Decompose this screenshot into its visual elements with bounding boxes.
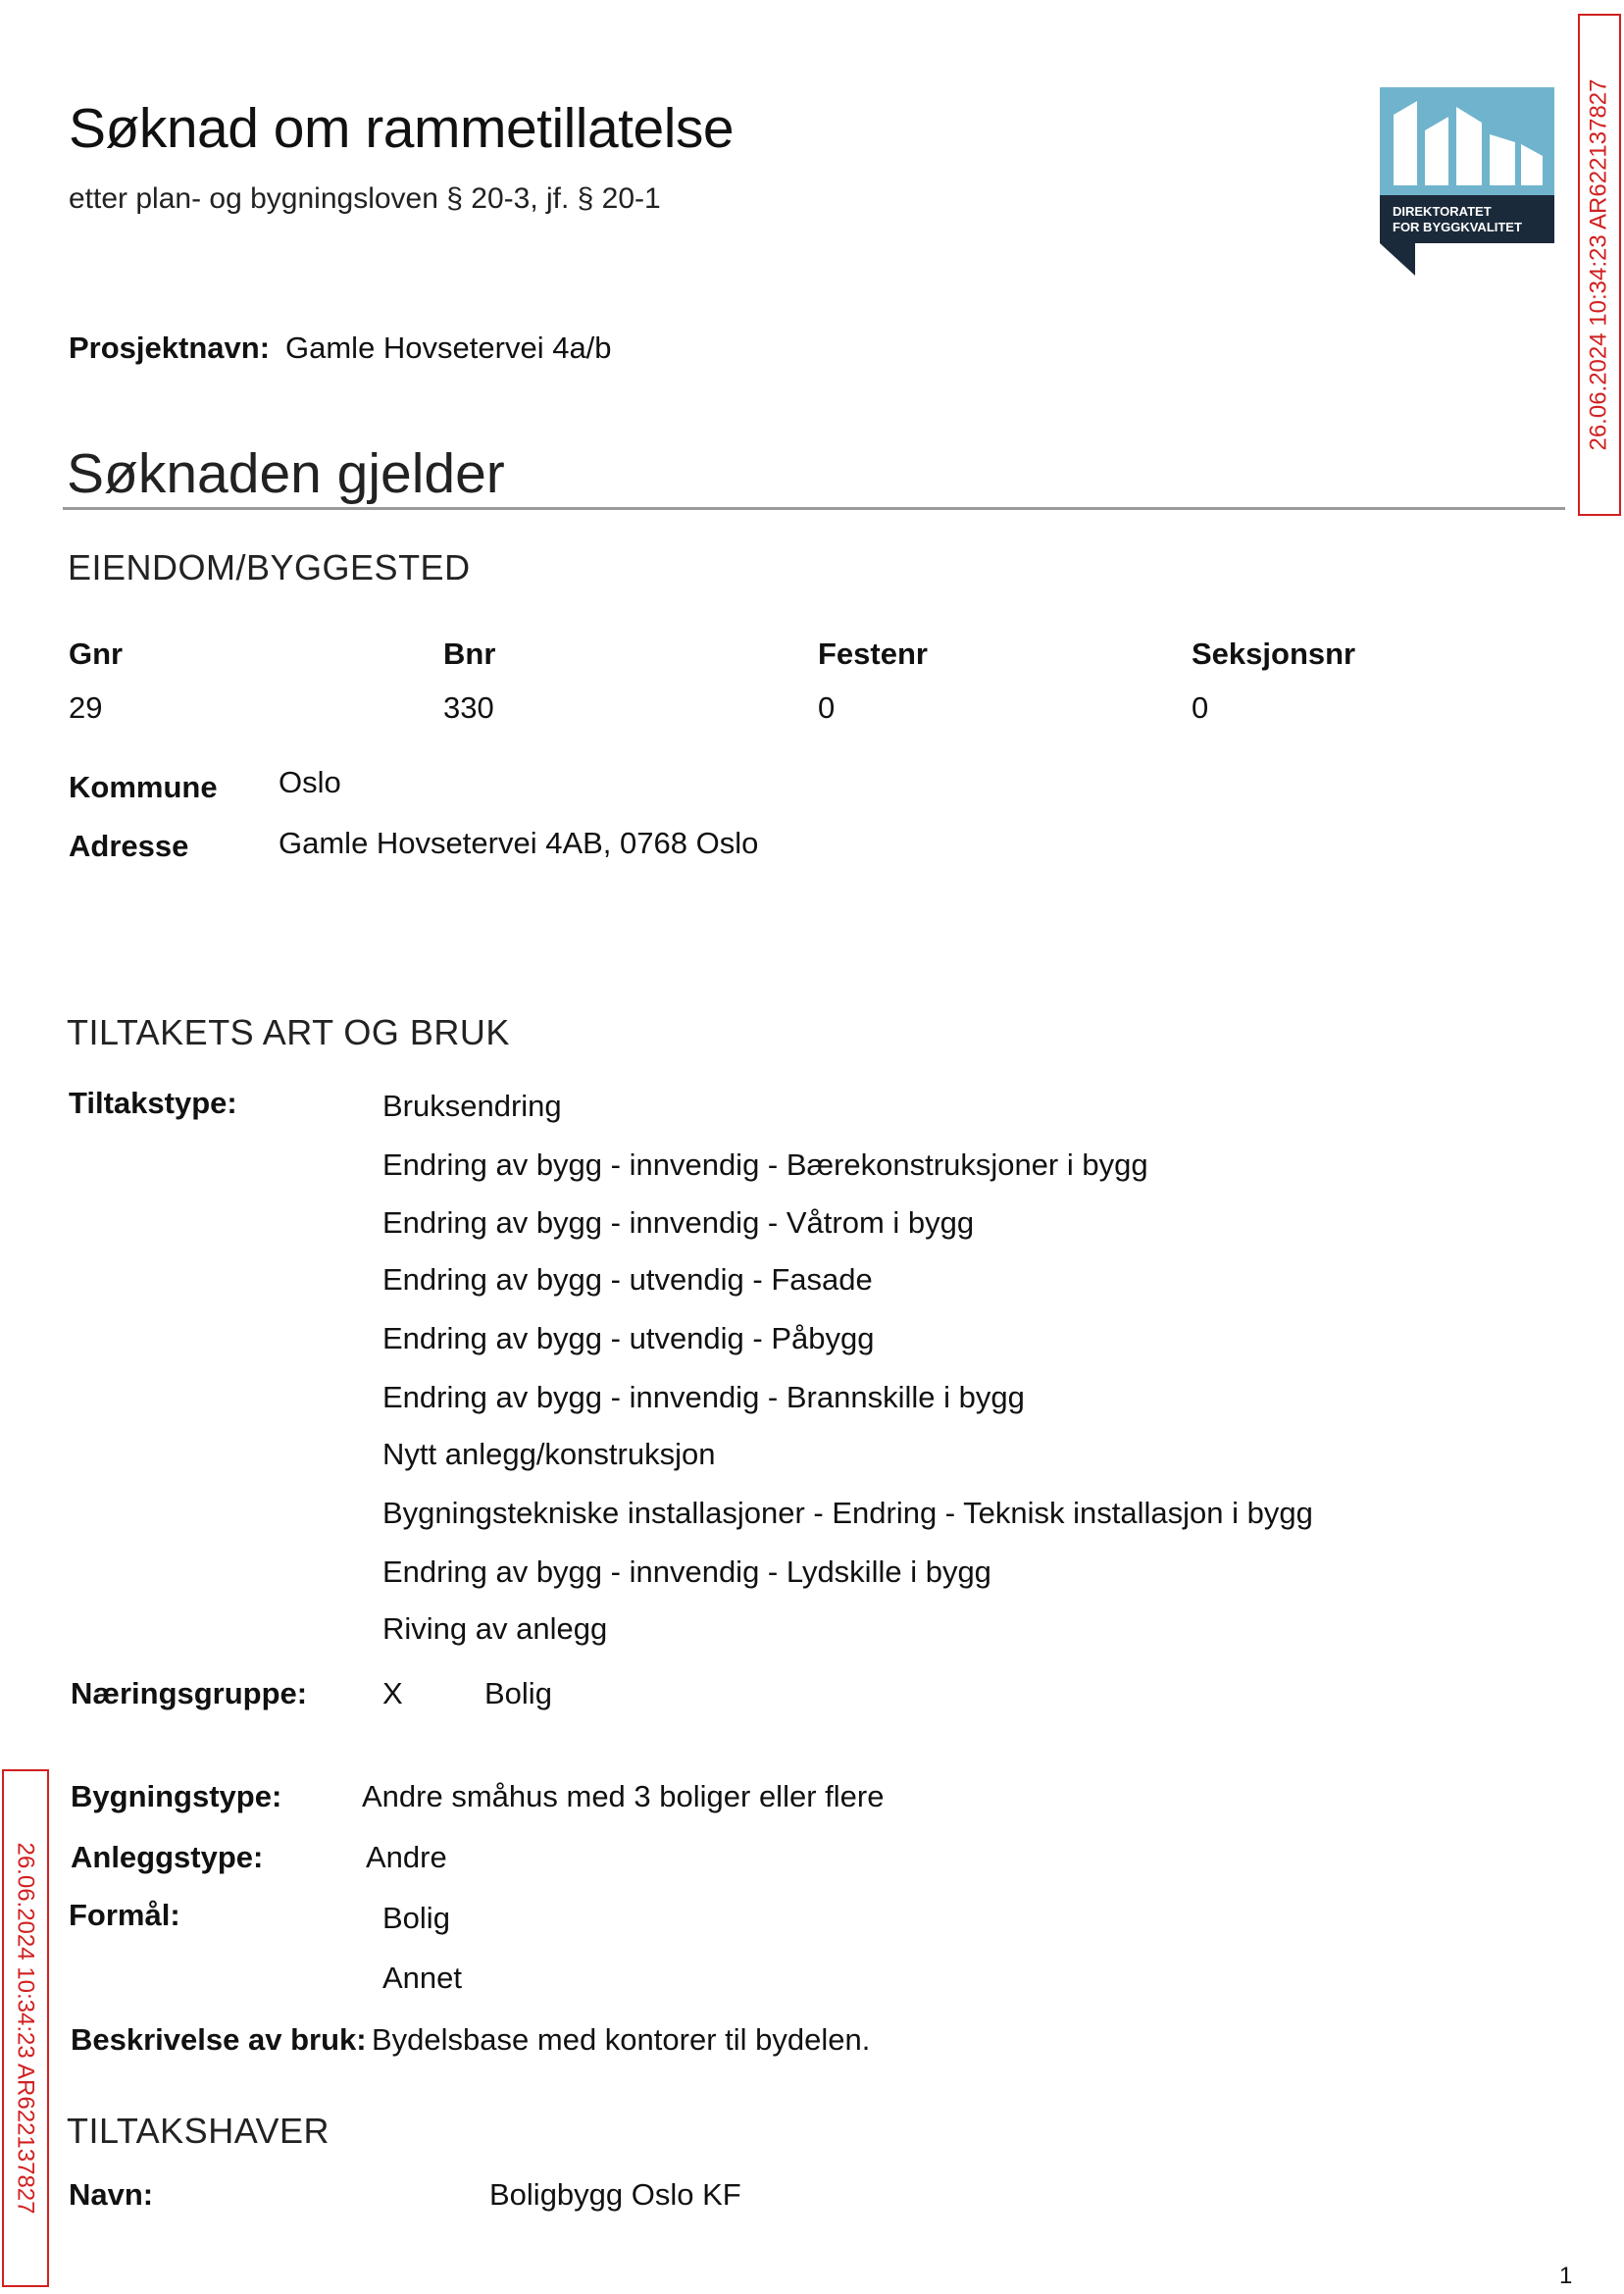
formal-value: Annet: [382, 1961, 463, 1995]
tiltakstype-item: Bruksendring: [382, 1089, 562, 1123]
kommune-label: Kommune: [69, 770, 218, 804]
dibk-logo-text: [1380, 195, 1554, 243]
bygningstype-label: Bygningstype:: [71, 1779, 282, 1813]
timestamp-stamp: [2, 1769, 49, 2287]
timestamp-stamp-text: 26.06.2024 10:34:23 AR622137827: [1586, 78, 1612, 451]
formal-value: Bolig: [382, 1901, 450, 1935]
navn-value: Boligbygg Oslo KF: [489, 2177, 741, 2212]
tiltakstype-item: Riving av anlegg: [382, 1611, 608, 1646]
tiltakstype-item: Bygningstekniske installasjoner - Endring - Teknisk installasjon i bygg: [382, 1496, 1313, 1530]
gnr-value: 29: [69, 690, 103, 725]
logo-line-1: DIREKTORATET: [1393, 204, 1492, 219]
dibk-logo: [1380, 87, 1554, 276]
section-title: Søknaden gjelder: [67, 442, 505, 505]
adresse-value: Gamle Hovsetervei 4AB, 0768 Oslo: [279, 826, 759, 860]
formal-label: Formål:: [69, 1898, 180, 1932]
adresse-label: Adresse: [69, 829, 189, 863]
naeringsgruppe-label: Næringsgruppe:: [71, 1676, 308, 1710]
kommune-value: Oslo: [279, 765, 341, 799]
tiltakstype-item: Endring av bygg - utvendig - Påbygg: [382, 1321, 875, 1355]
tiltakstype-item: Endring av bygg - innvendig - Våtrom i bygg: [382, 1205, 975, 1240]
timestamp-stamp: [1578, 14, 1621, 516]
tiltak-heading: TILTAKETS ART OG BRUK: [67, 1012, 510, 1052]
page-subtitle: etter plan- og bygningsloven § 20-3, jf. § 20-1: [69, 182, 661, 215]
naeringsgruppe-value: Bolig: [484, 1676, 552, 1710]
beskrivelse-label: Beskrivelse av bruk:: [71, 2022, 367, 2057]
tiltakstype-item: Endring av bygg - innvendig - Brannskille i bygg: [382, 1380, 1025, 1414]
dibk-logo-icon: [1380, 87, 1554, 195]
project-label: Prosjektnavn:: [69, 331, 271, 365]
anleggstype-label: Anleggstype:: [71, 1840, 264, 1874]
festenr-value: 0: [818, 690, 836, 725]
timestamp-stamp-text: 26.06.2024 10:34:23 AR622137827: [13, 1842, 39, 2215]
logo-line-2: FOR BYGGKVALITET: [1393, 220, 1522, 234]
tiltakstype-item: Endring av bygg - utvendig - Fasade: [382, 1262, 873, 1297]
tiltakstype-item: Endring av bygg - innvendig - Lydskille i bygg: [382, 1555, 991, 1589]
seksjonsnr-value: 0: [1192, 690, 1209, 725]
naeringsgruppe-code: X: [382, 1676, 403, 1710]
tiltakshaver-heading: TILTAKSHAVER: [67, 2111, 330, 2151]
tiltakstype-item: Nytt anlegg/konstruksjon: [382, 1437, 716, 1471]
section-divider: [63, 507, 1565, 510]
seksjonsnr-label: Seksjonsnr: [1192, 637, 1356, 671]
beskrivelse-value: Bydelsbase med kontorer til bydelen.: [372, 2022, 871, 2057]
bnr-value: 330: [443, 690, 494, 725]
festenr-label: Festenr: [818, 637, 928, 671]
bygningstype-value: Andre småhus med 3 boliger eller flere: [362, 1779, 885, 1813]
tiltakstype-label: Tiltakstype:: [69, 1086, 237, 1120]
navn-label: Navn:: [69, 2177, 154, 2212]
bnr-label: Bnr: [443, 637, 496, 671]
project-value: Gamle Hovsetervei 4a/b: [285, 331, 612, 365]
page-number: 1: [1559, 2263, 1573, 2289]
eiendom-heading: EIENDOM/BYGGESTED: [68, 547, 471, 587]
page-title: Søknad om rammetillatelse: [69, 97, 735, 160]
anleggstype-value: Andre: [366, 1840, 447, 1874]
tiltakstype-item: Endring av bygg - innvendig - Bærekonstruksjoner i bygg: [382, 1147, 1148, 1182]
gnr-label: Gnr: [69, 637, 124, 671]
